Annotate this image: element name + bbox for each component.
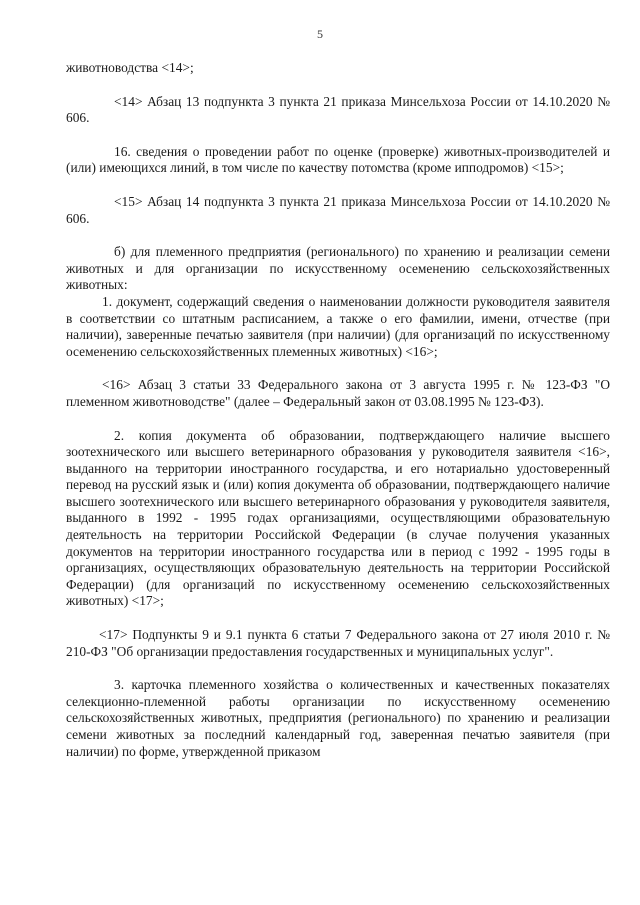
footnote-17: <17> Подпункты 9 и 9.1 пункта 6 статьи 7 Федерального закона от 27 июля 2010 г. № 210-ФЗ "Об организации предоставления государственных и муниципальных услуг". [66,627,610,659]
footnote-14: <14> Абзац 13 подпункта 3 пункта 21 приказа Минсельхоза России от 14.10.2020 № 606. [66,93,610,126]
document-body [66,60,610,760]
item-b-3: 3. карточка племенного хозяйства о количественных и качественных показателях селекционно-племенной работы организации по искусственному осеменению сельскохозяйственных животных, предприятия (регионального) по хранению и реализации семени животных за последний календарный год, заверенная печатью заявителя (при наличии) по форме, утвержденной приказом [66,677,610,759]
page-number: 5 [317,27,323,41]
item-16: 16. сведения о проведении работ по оценке (проверке) животных-производителей и (или) имеющихся линий, в том числе по качеству потомства (кроме ипподромов) <15>; [66,143,610,176]
footnote-16: <16> Абзац 3 статьи 33 Федерального закона от 3 августа 1995 г. № 123-ФЗ "О племенном животноводстве" (далее – Федеральный закон от 03.08.1995 № 123-ФЗ). [66,377,610,409]
item-b-2: 2. копия документа об образовании, подтверждающего наличие высшего зоотехнического или высшего ветеринарного образования у руководителя заявителя <16>, выданного на территории иностранного государства, и его нотариально удостоверенный перевод на русский язык и (или) копия документа об образовании, подтверждающего наличие высшего зоотехнического или высшего ветеринарного образования у руководителя заявителя, выданного в 1992 - 1995 годах организациями, осуществляющими образовательную деятельность на территории Российской Федерации (в случае получения указанных документов на территории иностранного государства или в период с 1992 - 1995 годы в организациях, осуществляющих образовательную деятельность на территории Российской Федерации) (для организаций по искусственному осеменению сельскохозяйственных животных) <17>; [66,427,610,609]
subsection-b: б) для племенного предприятия (регионального) по хранению и реализации семени животных и для организации по искусственному осеменению сельскохозяйственных животных: [66,244,610,293]
footnote-15: <15> Абзац 14 подпункта 3 пункта 21 приказа Минсельхоза России от 14.10.2020 № 606. [66,193,610,226]
item-b-1: 1. документ, содержащий сведения о наименовании должности руководителя заявителя в соответствии со штатным расписанием, а также о его фамилии, имени, отчестве (при наличии), заверенные печатью заявителя (при наличии) (для организаций по искусственному осеменению сельскохозяйственных племенных животных) <16>; [66,293,610,359]
paragraph-continuation: животноводства <14>; [66,60,194,75]
